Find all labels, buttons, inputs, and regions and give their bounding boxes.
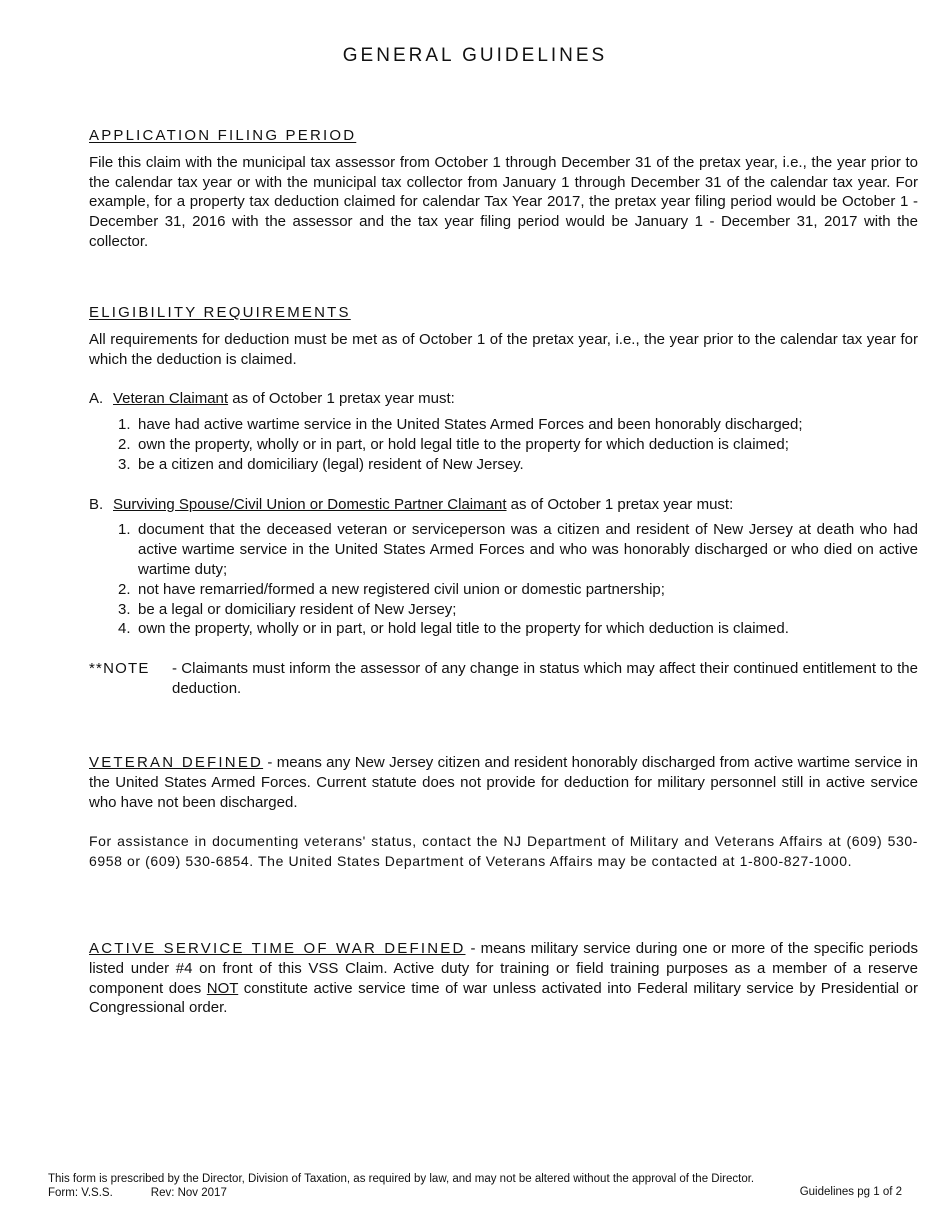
section-b-label: B.: [89, 495, 104, 513]
active-service-text-before: - means military service during one or more of the specific periods listed under #4 on front of this VSS Claim. Active duty for training or field training purposes as a member of a reserve component does: [89, 940, 918, 997]
page-title: GENERAL GUIDELINES: [342, 45, 608, 66]
section-b: [89, 495, 918, 515]
section-b-claimant: Surviving Spouse/Civil Union or Domestic Partner Claimant: [113, 495, 507, 513]
eligibility-heading: ELIGIBILITY REQUIREMENTS: [89, 304, 351, 321]
active-service-paragraph: [89, 939, 918, 1018]
veteran-defined-paragraph: [89, 753, 918, 812]
footer-rev: Rev: Nov 2017: [150, 1187, 227, 1199]
section-a-suffix: as of October 1 pretax year must:: [228, 390, 455, 408]
section-a-claimant: Veteran Claimant: [113, 390, 229, 408]
list-item-text: not have remarried/formed a new registered civil union or domestic partnership;: [138, 580, 665, 598]
active-service-section: [89, 939, 918, 1018]
veteran-defined-text: - means any New Jersey citizen and resident honorably discharged from active wartime service in the United States Armed Forces. Current statute does not provide for deduction for military personnel still in active service who have not been discharged.: [89, 754, 919, 811]
list-item-number: 3.: [118, 455, 131, 473]
list-item-number: 4.: [118, 620, 131, 638]
list-item-text: be a legal or domiciliary resident of New Jersey;: [138, 600, 457, 618]
section-a: [89, 389, 918, 409]
filing-period-text: File this claim with the municipal tax assessor from October 1 through December 31 of the pretax year, i.e., the year prior to the calendar tax year or with the municipal tax collector from January 1 through December 31 of the calendar tax year. For example, for a property tax deduction claimed for calendar Tax Year 2017, the pretax year filing period would be October 1 - December 31, 2016 with the assessor and the tax year filing period would be January 1 - December 31, 2017 with the collector.: [89, 153, 918, 250]
list-item-number: 3.: [118, 600, 131, 618]
filing-period-section: [89, 126, 918, 252]
veteran-defined-term: VETERAN DEFINED: [89, 754, 264, 771]
section-a-label: A.: [89, 390, 104, 408]
section-b-list: [89, 520, 918, 639]
list-item-text: own the property, wholly or in part, or hold legal title to the property for which deduction is claimed.: [138, 620, 789, 638]
section-b-suffix: as of October 1 pretax year must:: [506, 495, 734, 513]
active-service-term: ACTIVE SERVICE TIME OF WAR DEFINED: [89, 940, 466, 957]
list-item: [89, 455, 918, 475]
list-item-text: document that the deceased veteran or serviceperson was a citizen and resident of New Jersey at death who had active wartime service in the United States Armed Forces and who was honorably discharged or who died on active wartime duty;: [138, 521, 918, 578]
veteran-defined-section: [89, 753, 918, 872]
list-item: [89, 415, 918, 435]
list-item: [89, 520, 918, 579]
footer-page-number: Guidelines pg 1 of 2: [799, 1186, 902, 1198]
list-item: [89, 435, 918, 455]
eligibility-section: [89, 303, 918, 699]
list-item-text: own the property, wholly or in part, or hold legal title to the property for which deduction is claimed;: [138, 435, 789, 453]
eligibility-intro: All requirements for deduction must be met as of October 1 of the pretax year, i.e., the year prior to the calendar tax year for which the deduction is claimed.: [89, 330, 918, 368]
assistance-text: For assistance in documenting veterans' status, contact the NJ Department of Military and Veterans Affairs at (609) 530-6958 or (609) 530-6854. The United States Department of Veterans Affairs may be contacted at 1-800-827-1000.: [89, 833, 918, 870]
list-item: [89, 600, 918, 620]
list-item: [89, 619, 918, 639]
list-item: [89, 580, 918, 600]
active-service-text-after: constitute active service time of war unless activated into Federal military service by Presidential or Congressional order.: [89, 979, 919, 1017]
filing-period-heading: APPLICATION FILING PERIOD: [89, 127, 357, 144]
list-item-number: 1.: [118, 416, 131, 434]
list-item-text: have had active wartime service in the United States Armed Forces and been honorably discharged;: [138, 416, 803, 434]
note: [89, 659, 918, 699]
list-item-text: be a citizen and domiciliary (legal) resident of New Jersey.: [138, 455, 524, 473]
note-text: - Claimants must inform the assessor of any change in status which may affect their continued entitlement to the deduction.: [172, 660, 918, 697]
footer-notice: This form is prescribed by the Director, Division of Taxation, as required by law, and may not be altered without the approval of the Director.: [48, 1173, 755, 1185]
active-service-emphasis: NOT: [206, 979, 239, 997]
list-item-number: 2.: [118, 435, 131, 453]
list-item-number: 1.: [118, 521, 131, 539]
list-item-number: 2.: [118, 580, 131, 598]
footer-form: Form: V.S.S.: [48, 1187, 113, 1199]
footer-form-rev: [48, 1186, 227, 1200]
note-label: **NOTE: [89, 660, 150, 678]
section-a-list: [89, 415, 918, 474]
